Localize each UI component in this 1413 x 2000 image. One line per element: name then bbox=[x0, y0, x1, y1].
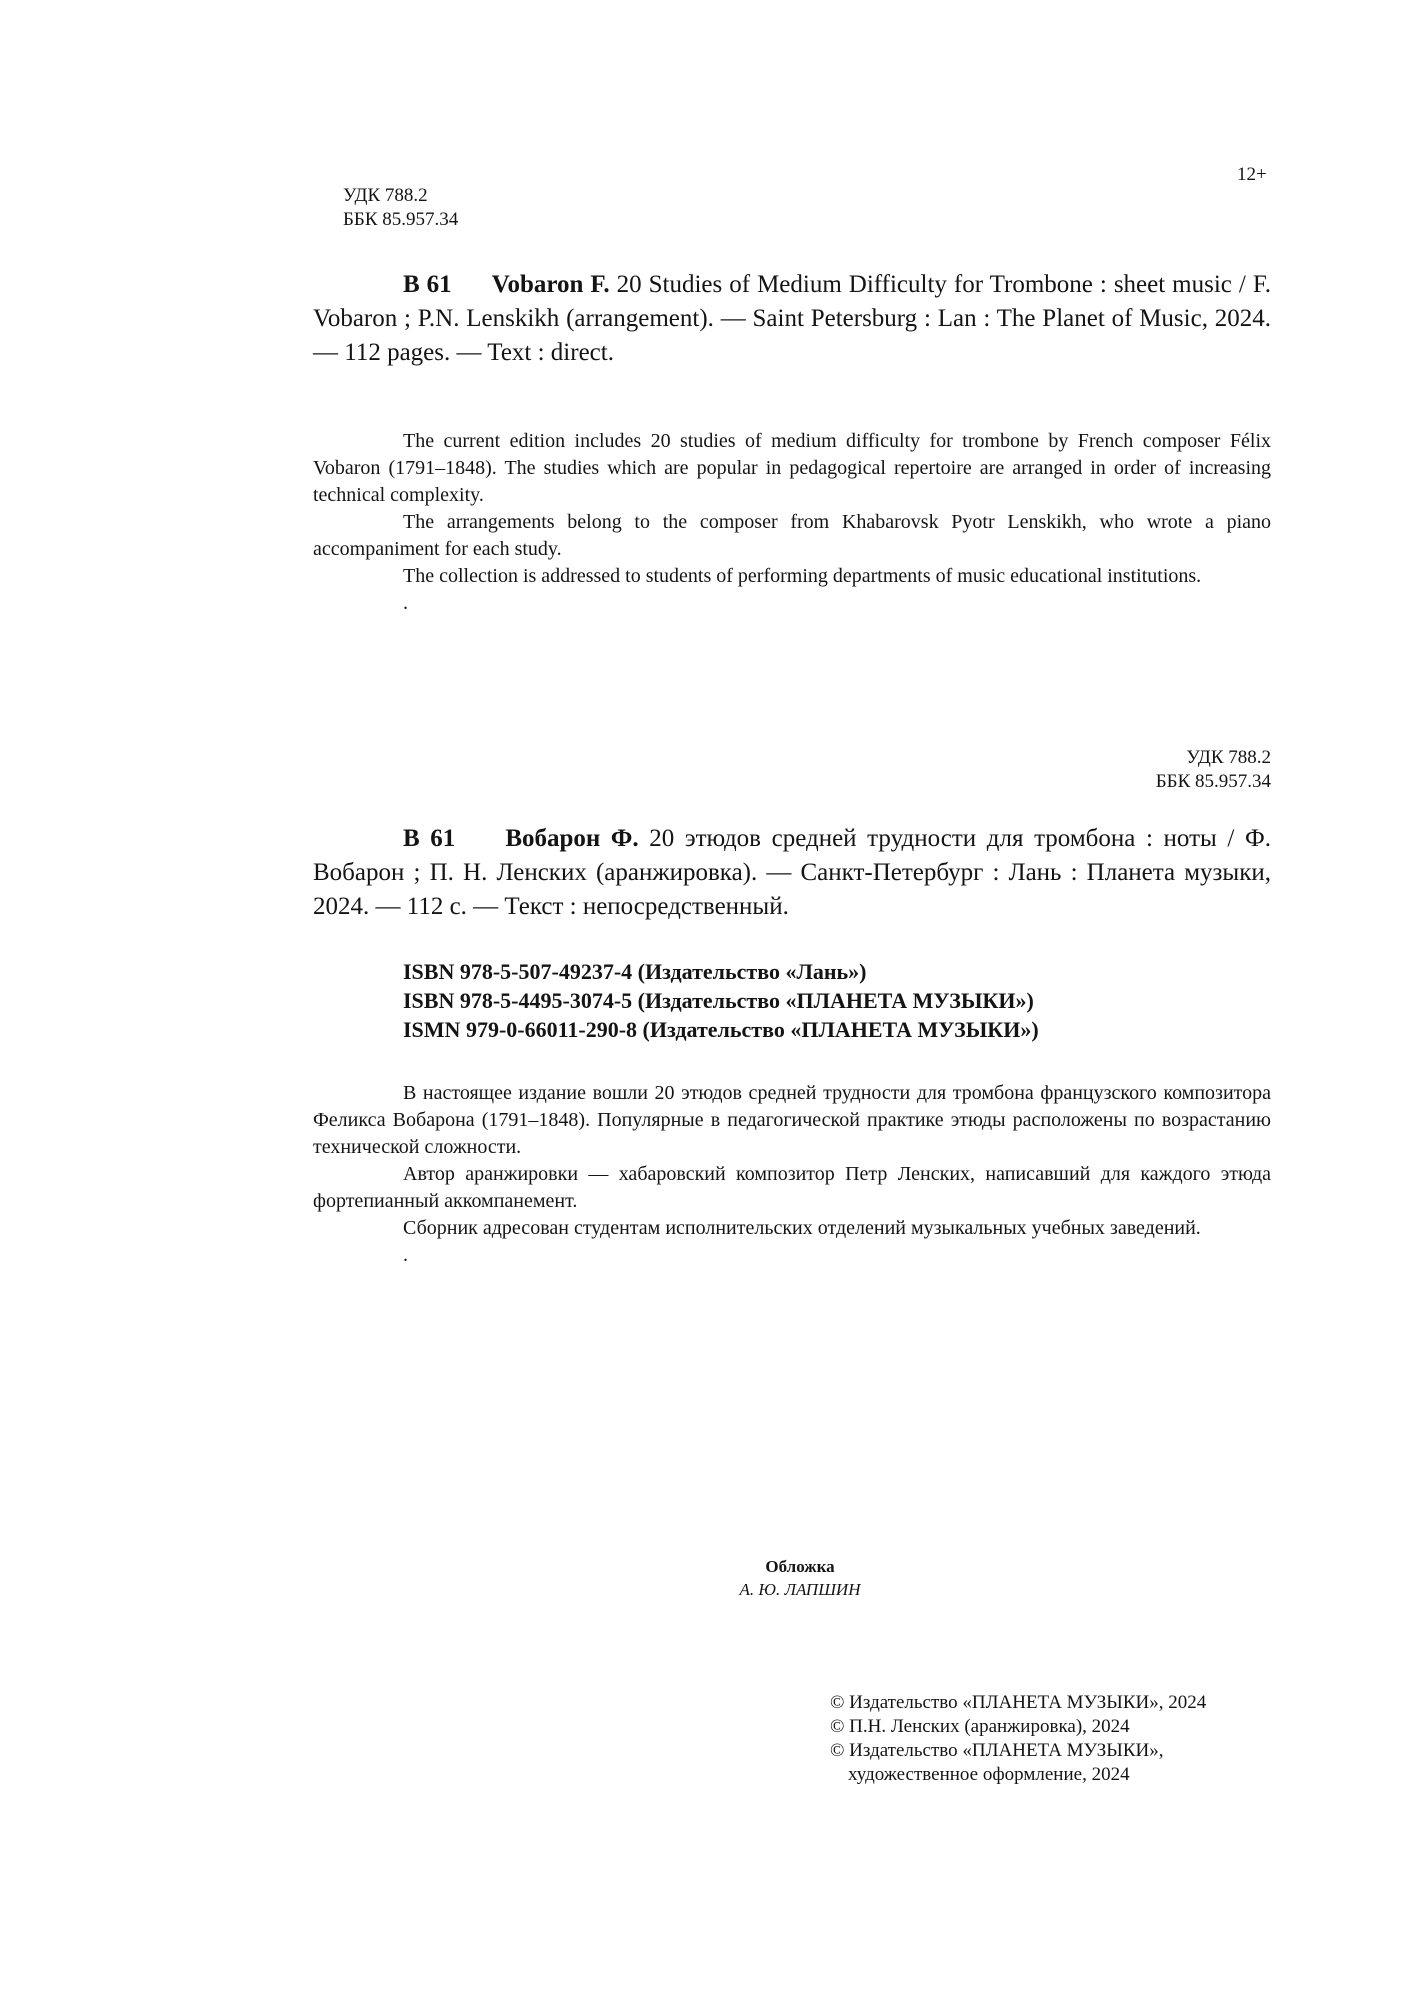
en-classification bbox=[343, 184, 458, 232]
ru-title-rest: 20 этюдов средней трудности для тромбона : ноты / Ф. Вобарон ; П. Н. Ленских (аранжировка). — Санкт-Петербург : Лань : Планета музыки, 2024. — 112 с. — Текст : непосредственный. bbox=[313, 825, 1271, 920]
en-abstract bbox=[313, 428, 1271, 617]
age-rating: 12+ bbox=[1237, 164, 1267, 185]
isbn-lan: ISBN 978-5-507-49237-4 (Издательство «Лань») bbox=[403, 959, 867, 984]
copyright-line-3: © Издательство «ПЛАНЕТА МУЗЫКИ», bbox=[830, 1740, 1164, 1761]
ru-bbk: ББК 85.957.34 bbox=[1155, 771, 1271, 792]
cover-label: Обложка bbox=[765, 1557, 835, 1576]
copyright-line-4: художественное оформление, 2024 bbox=[848, 1764, 1130, 1785]
cover-artist: А. Ю. ЛАПШИН bbox=[739, 1580, 861, 1599]
ismn-planeta: ISMN 979-0-66011-290-8 (Издательство «ПЛАНЕТА МУЗЫКИ») bbox=[403, 1017, 1039, 1042]
en-abstract-p3: The collection is addressed to students of performing departments of music educational institutions. bbox=[403, 565, 1202, 587]
ru-code: В 61 bbox=[403, 825, 456, 852]
ru-title-block bbox=[313, 822, 1271, 924]
ru-classification bbox=[1100, 746, 1271, 794]
en-bbk: ББК 85.957.34 bbox=[343, 209, 459, 230]
ru-abstract-dot: . bbox=[403, 1244, 408, 1266]
en-abstract-dot: . bbox=[403, 592, 408, 614]
en-abstract-p1: The current edition includes 20 studies of medium difficulty for trombone by French composer Félix Vobaron (1791–1848). The studies which are popular in pedagogical repertoire are arranged in order of increasing technical complexity. bbox=[313, 430, 1271, 506]
en-title-block bbox=[313, 268, 1271, 370]
ru-abstract-p2: Автор аранжировки — хабаровский композитор Петр Ленских, написавший для каждого этюда фортепианный аккомпанемент. bbox=[313, 1163, 1271, 1212]
cover-credit bbox=[650, 1555, 950, 1601]
ru-author: Вобарон Ф. bbox=[505, 825, 639, 852]
copyright-block bbox=[830, 1691, 1206, 1787]
ru-abstract-p1: В настоящее издание вошли 20 этюдов средней трудности для тромбона французского композитора Феликса Вобарона (1791–1848). Популярные в педагогической практике этюды расположены по возрастанию технической сложности. bbox=[313, 1082, 1271, 1158]
en-author: Vobaron F. bbox=[491, 271, 610, 298]
en-title-rest: 20 Studies of Medium Difficulty for Trombone : sheet music / F. Vobaron ; P.N. Lenskikh (arrangement). — Saint Petersburg : Lan : The Planet of Music, 2024. — 112 pages. — Text : direct. bbox=[313, 271, 1271, 366]
en-code: В 61 bbox=[403, 271, 452, 298]
ru-abstract-p3: Сборник адресован студентам исполнительских отделений музыкальных учебных заведений. bbox=[403, 1217, 1201, 1239]
ru-identifiers bbox=[403, 957, 1039, 1044]
copyright-line-2: © П.Н. Ленских (аранжировка), 2024 bbox=[830, 1716, 1130, 1737]
ru-abstract bbox=[313, 1080, 1271, 1269]
isbn-planeta: ISBN 978-5-4495-3074-5 (Издательство «ПЛАНЕТА МУЗЫКИ») bbox=[403, 988, 1034, 1013]
en-abstract-p2: The arrangements belong to the composer from Khabarovsk Pyotr Lenskikh, who wrote a piano accompaniment for each study. bbox=[313, 511, 1271, 560]
ru-udk: УДК 788.2 bbox=[1186, 747, 1271, 768]
en-udk: УДК 788.2 bbox=[343, 185, 428, 206]
copyright-line-1: © Издательство «ПЛАНЕТА МУЗЫКИ», 2024 bbox=[830, 1692, 1207, 1713]
